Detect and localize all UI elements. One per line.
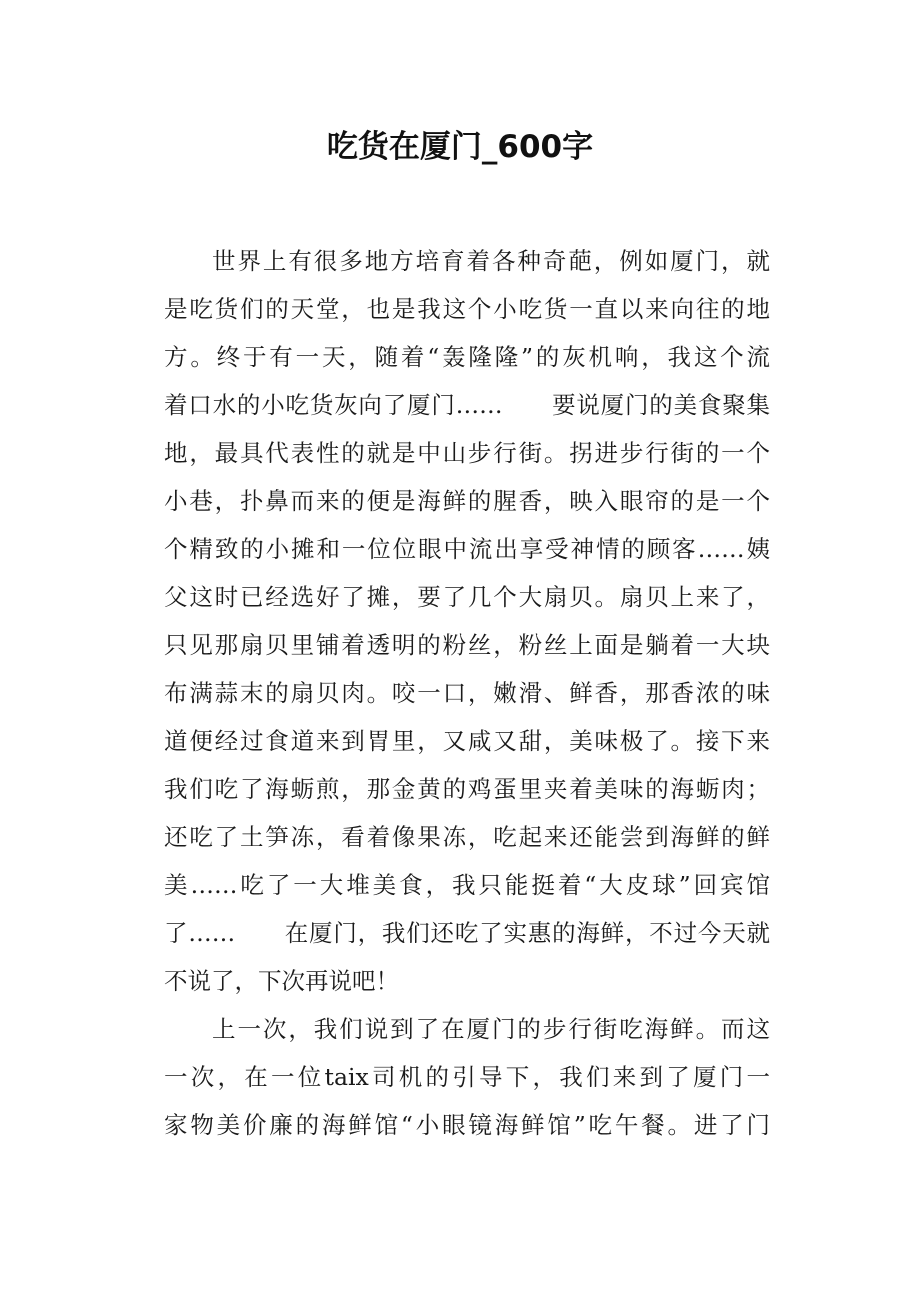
document-title: 吃货在厦门_600字 <box>326 129 594 165</box>
text-line: 家物美价廉的海鲜馆“小眼镜海鲜馆”吃午餐。进了门 <box>164 1111 770 1139</box>
text-line: 父这时已经选好了摊，要了几个大扇贝。扇贝上来了， <box>164 583 770 611</box>
text-line: 方。终于有一天，随着“轰隆隆”的灰机响，我这个流 <box>164 343 770 371</box>
text-line: 小巷，扑鼻而来的便是海鲜的腥香，映入眼帘的是一个 <box>164 487 770 515</box>
text-line: 我们吃了海蛎煎，那金黄的鸡蛋里夹着美味的海蛎肉； <box>164 775 770 803</box>
text-line: 个精致的小摊和一位位眼中流出享受神情的顾客……姨 <box>164 535 770 563</box>
text-line: 一次，在一位taix司机的引导下，我们来到了厦门一 <box>164 1063 770 1091</box>
text-line: 着口水的小吃货灰向了厦门…… 要说厦门的美食聚集 <box>164 391 770 419</box>
text-line: 是吃货们的天堂，也是我这个小吃货一直以来向往的地 <box>164 295 770 323</box>
text-line: 世界上有很多地方培育着各种奇葩，例如厦门，就 <box>212 247 770 275</box>
document-body <box>164 237 770 1149</box>
text-line: 道便经过食道来到胃里，又咸又甜，美味极了。接下来 <box>164 727 770 755</box>
text-line: 美……吃了一大堆美食，我只能挺着“大皮球”回宾馆 <box>164 871 770 899</box>
text-line: 地，最具代表性的就是中山步行街。拐进步行街的一个 <box>164 439 770 467</box>
text-line: 只见那扇贝里铺着透明的粉丝，粉丝上面是躺着一大块 <box>164 631 770 659</box>
text-line: 上一次，我们说到了在厦门的步行街吃海鲜。而这 <box>212 1015 770 1043</box>
text-line: 还吃了土笋冻，看着像果冻，吃起来还能尝到海鲜的鲜 <box>164 823 770 851</box>
text-line: 了…… 在厦门，我们还吃了实惠的海鲜，不过今天就 <box>164 919 770 947</box>
text-line: 布满蒜末的扇贝肉。咬一口，嫩滑、鲜香，那香浓的味 <box>164 679 770 707</box>
text-line: 不说了，下次再说吧！ <box>164 967 399 995</box>
